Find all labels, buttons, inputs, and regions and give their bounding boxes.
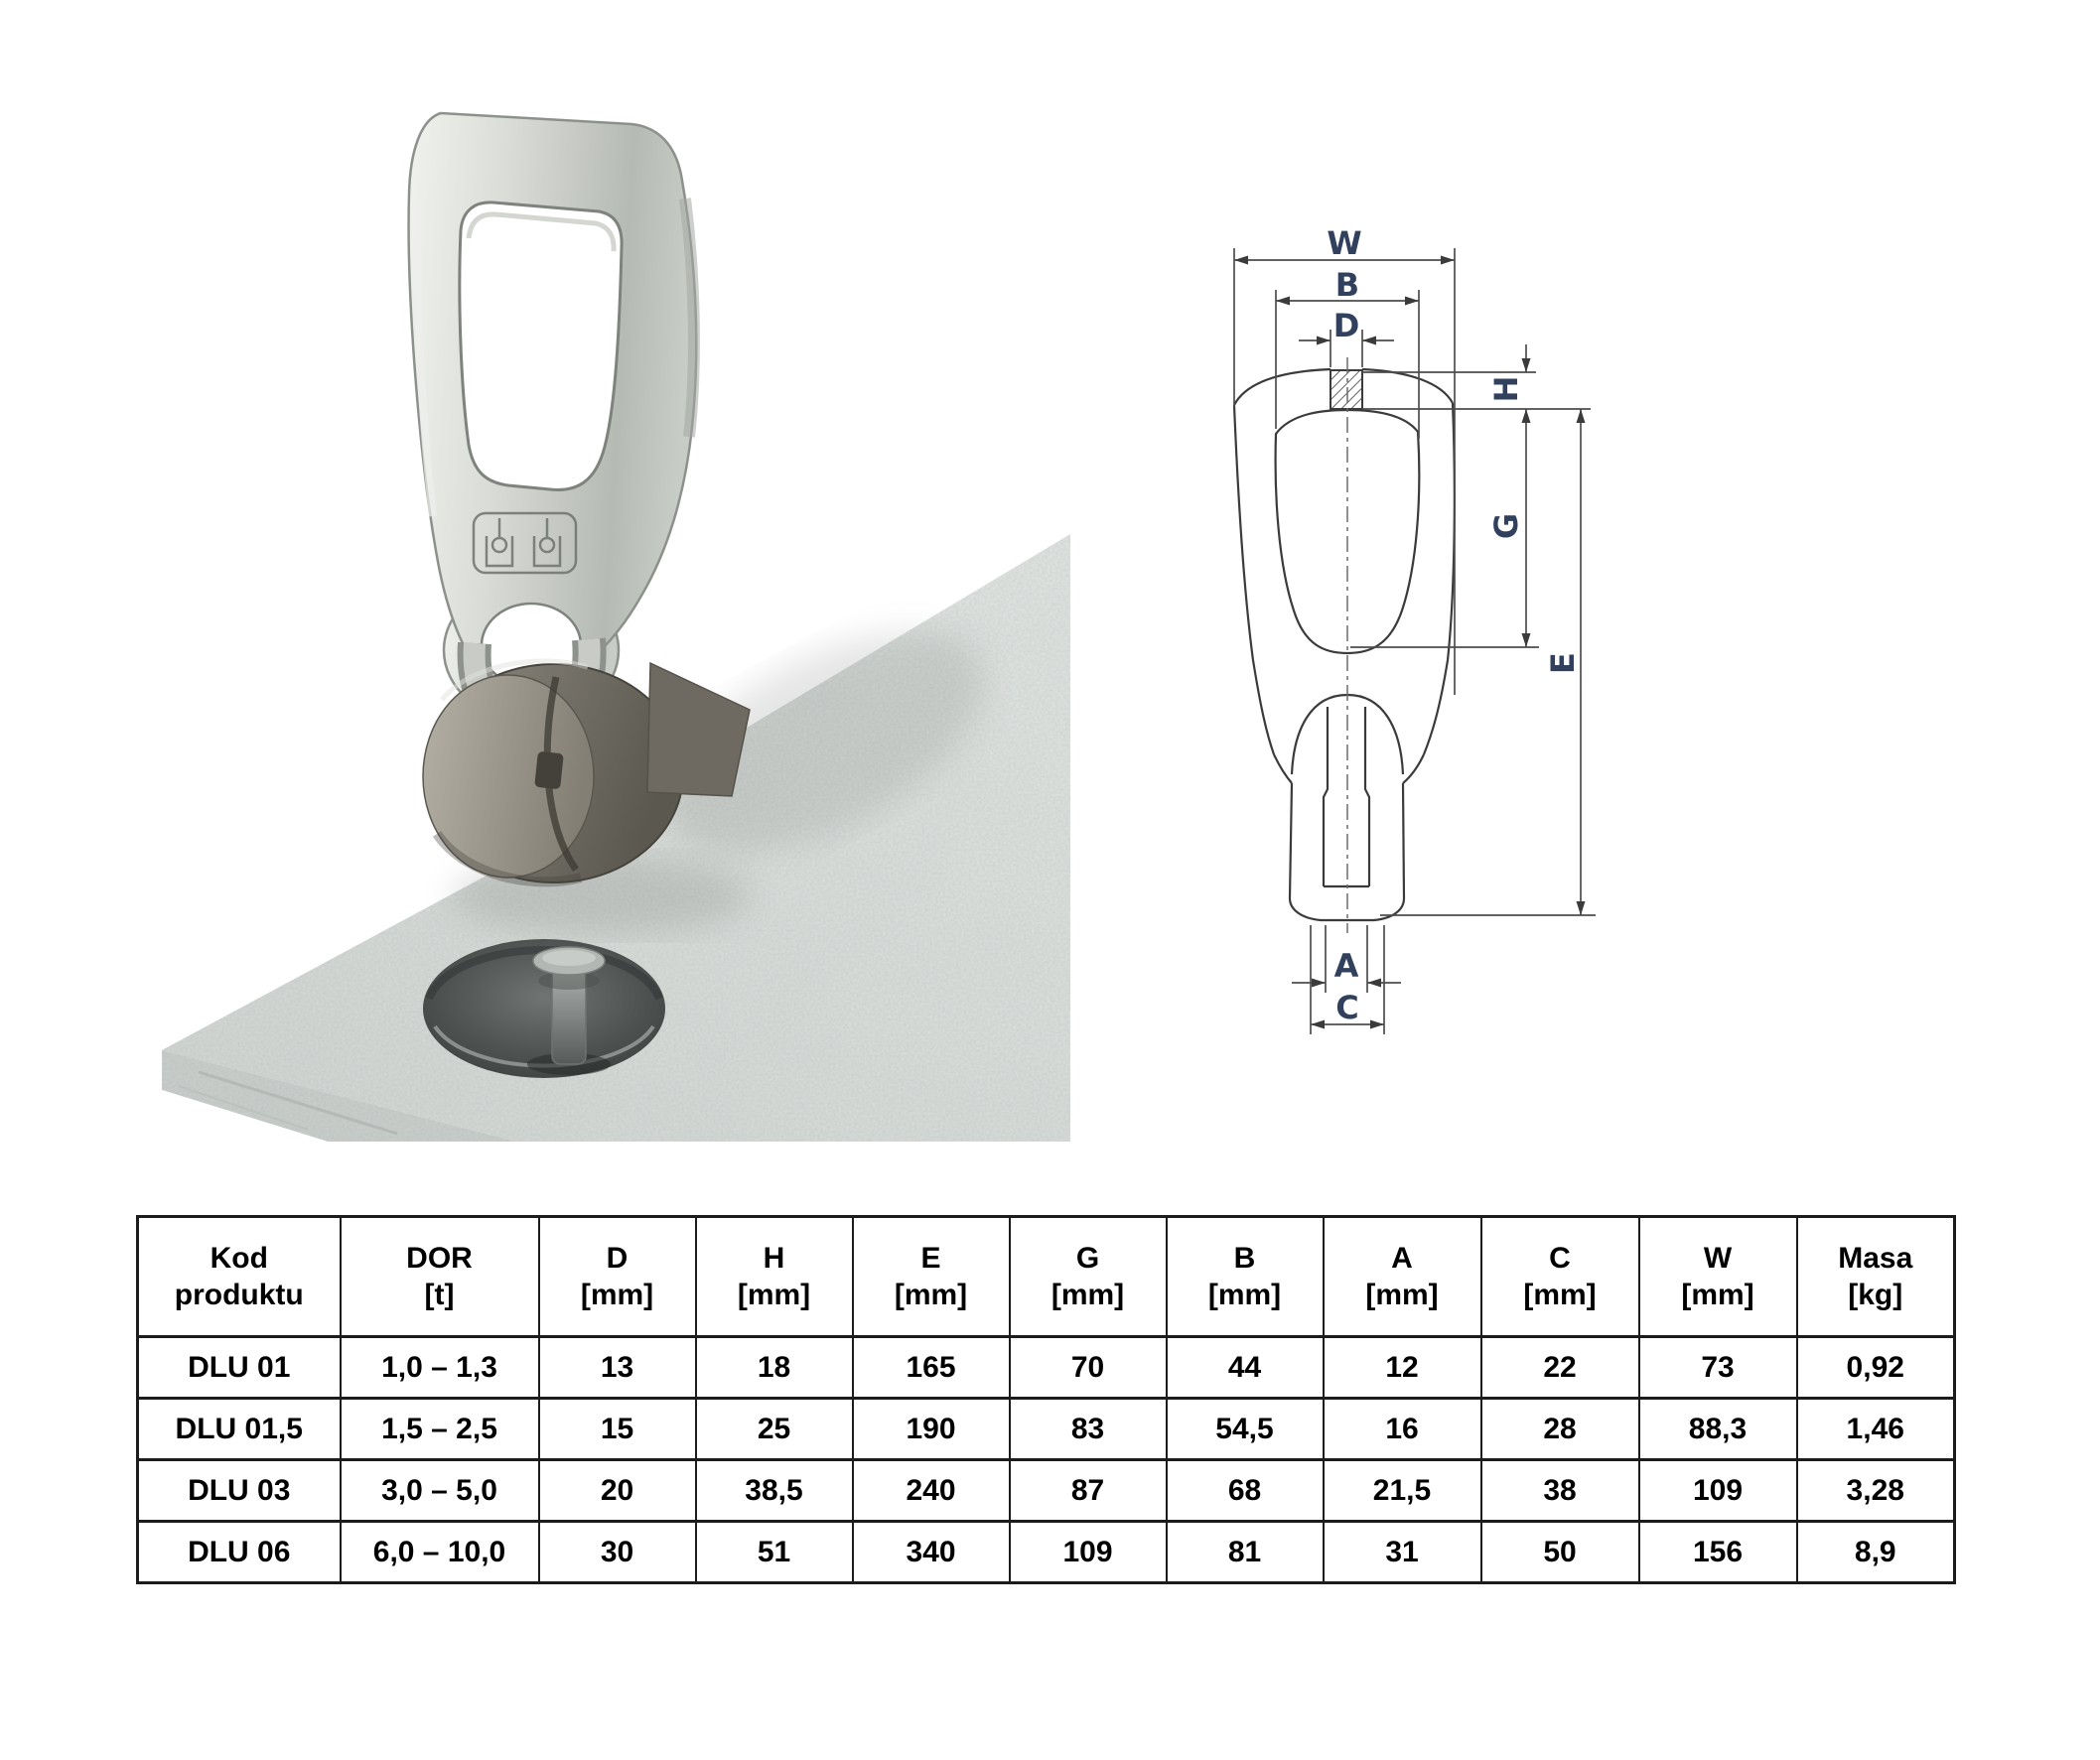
- spec-value-cell: 30: [539, 1522, 696, 1583]
- dimension-lines: [1234, 248, 1596, 1034]
- spec-value-cell: 1,5 – 2,5: [341, 1399, 539, 1460]
- spec-value-cell: 54,5: [1167, 1399, 1324, 1460]
- dimension-drawing: [1191, 220, 1668, 1074]
- dim-label-b: B: [1334, 266, 1360, 304]
- col-header-h: H [mm]: [696, 1217, 853, 1337]
- dim-label-d: D: [1332, 307, 1360, 344]
- col-header-a: A [mm]: [1324, 1217, 1481, 1337]
- dim-label-h: H: [1487, 375, 1525, 403]
- col-header-b: B [mm]: [1167, 1217, 1324, 1337]
- product-code-cell: DLU 03: [138, 1460, 341, 1522]
- spec-value-cell: 6,0 – 10,0: [341, 1522, 539, 1583]
- spec-value-cell: 109: [1010, 1522, 1167, 1583]
- dim-label-g: G: [1487, 512, 1525, 540]
- spec-value-cell: 70: [1010, 1337, 1167, 1399]
- header-row: [138, 1217, 1955, 1337]
- col-header-w: W [mm]: [1639, 1217, 1797, 1337]
- spec-value-cell: 50: [1481, 1522, 1639, 1583]
- spec-value-cell: 38,5: [696, 1460, 853, 1522]
- spec-value-cell: 20: [539, 1460, 696, 1522]
- product-code-cell: DLU 06: [138, 1522, 341, 1583]
- chain-section-hatch: [1330, 370, 1362, 409]
- spec-value-cell: 156: [1639, 1522, 1797, 1583]
- spec-value-cell: 1,46: [1797, 1399, 1955, 1460]
- lifting-clutch: [409, 113, 697, 725]
- spec-value-cell: 1,0 – 1,3: [341, 1337, 539, 1399]
- cam-wedge: [647, 663, 750, 796]
- spec-value-cell: 8,9: [1797, 1522, 1955, 1583]
- spec-value-cell: 88,3: [1639, 1399, 1797, 1460]
- clutch-top-hole: [460, 203, 622, 490]
- spec-value-cell: 3,28: [1797, 1460, 1955, 1522]
- spec-value-cell: 240: [853, 1460, 1010, 1522]
- spec-value-cell: 51: [696, 1522, 853, 1583]
- spec-value-cell: 68: [1167, 1460, 1324, 1522]
- dim-label-w: W: [1327, 224, 1362, 262]
- spec-value-cell: 22: [1481, 1337, 1639, 1399]
- spec-value-cell: 87: [1010, 1460, 1167, 1522]
- product-code-cell: DLU 01,5: [138, 1399, 341, 1460]
- col-header-kod-produktu: Kod produktu: [138, 1217, 341, 1337]
- table-row: [138, 1399, 1955, 1460]
- disc-square-hole: [534, 751, 564, 790]
- product-photo: [139, 60, 1072, 1142]
- col-header-d: D [mm]: [539, 1217, 696, 1337]
- spec-value-cell: 81: [1167, 1522, 1324, 1583]
- dim-label-a: A: [1333, 947, 1359, 985]
- dim-label-c: C: [1335, 989, 1359, 1026]
- spec-value-cell: 190: [853, 1399, 1010, 1460]
- spec-value-cell: 83: [1010, 1399, 1167, 1460]
- spec-value-cell: 15: [539, 1399, 696, 1460]
- clutch-outline: [1234, 369, 1455, 920]
- spec-value-cell: 28: [1481, 1399, 1639, 1460]
- spec-value-cell: 16: [1324, 1399, 1481, 1460]
- spec-value-cell: 38: [1481, 1460, 1639, 1522]
- spec-value-cell: 165: [853, 1337, 1010, 1399]
- spec-value-cell: 44: [1167, 1337, 1324, 1399]
- spec-value-cell: 25: [696, 1399, 853, 1460]
- spec-table: [136, 1215, 1956, 1584]
- col-header-dor: DOR [t]: [341, 1217, 539, 1337]
- dim-label-e: E: [1544, 652, 1582, 674]
- col-header-g: G [mm]: [1010, 1217, 1167, 1337]
- col-header-c: C [mm]: [1481, 1217, 1639, 1337]
- spec-value-cell: 31: [1324, 1522, 1481, 1583]
- col-header-masa: Masa [kg]: [1797, 1217, 1955, 1337]
- spec-value-cell: 0,92: [1797, 1337, 1955, 1399]
- spec-value-cell: 18: [696, 1337, 853, 1399]
- spec-value-cell: 73: [1639, 1337, 1797, 1399]
- spec-value-cell: 109: [1639, 1460, 1797, 1522]
- spec-value-cell: 12: [1324, 1337, 1481, 1399]
- spec-value-cell: 21,5: [1324, 1460, 1481, 1522]
- col-header-e: E [mm]: [853, 1217, 1010, 1337]
- spec-value-cell: 3,0 – 5,0: [341, 1460, 539, 1522]
- table-row: [138, 1460, 1955, 1522]
- product-code-cell: DLU 01: [138, 1337, 341, 1399]
- spec-table-wrap: [136, 1215, 1953, 1584]
- table-row: [138, 1337, 1955, 1399]
- spec-value-cell: 13: [539, 1337, 696, 1399]
- table-row: [138, 1522, 1955, 1583]
- spec-value-cell: 340: [853, 1522, 1010, 1583]
